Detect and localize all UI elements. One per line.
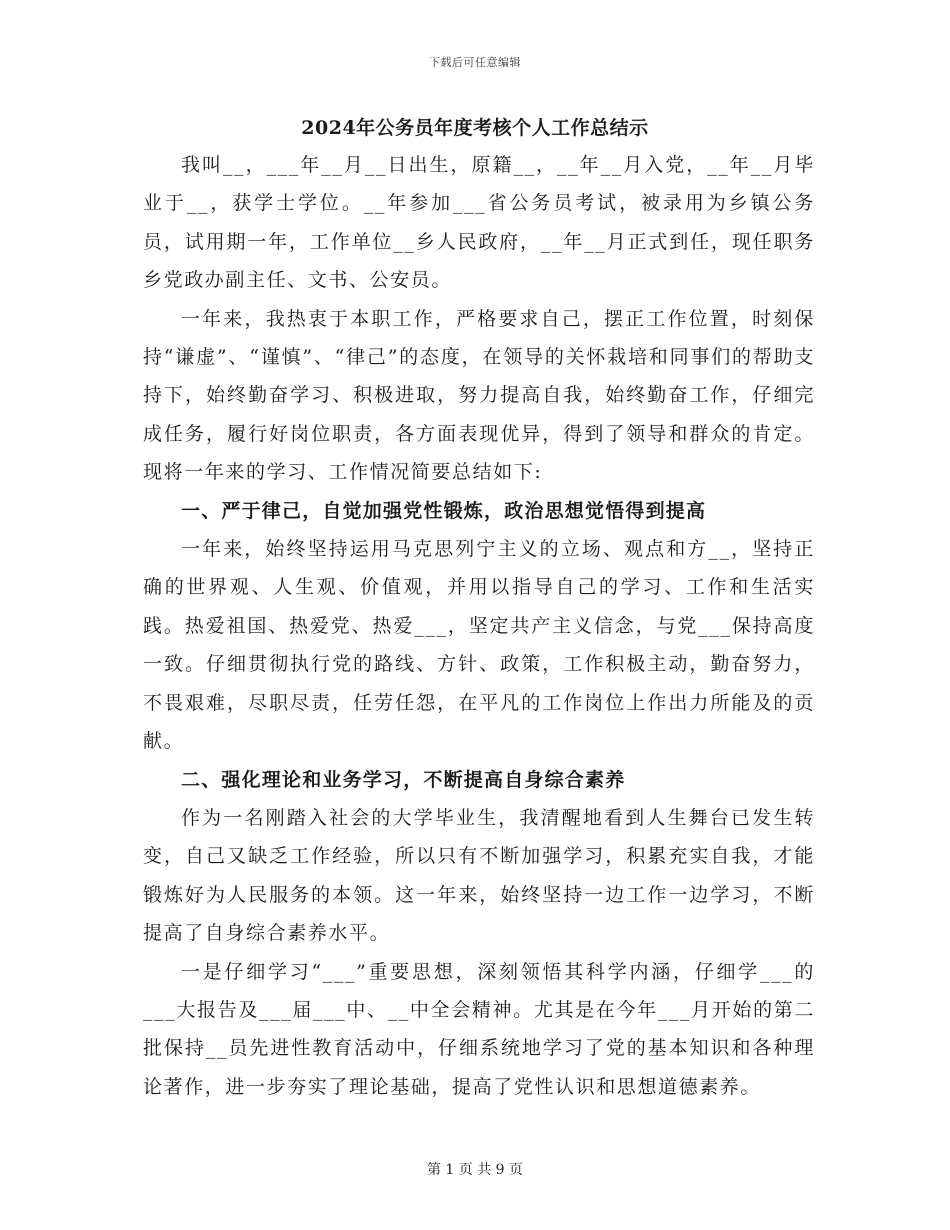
section-heading-1: 一、严于律己，自觉加强党性锻炼，政治思想觉悟得到提高 — [181, 499, 707, 522]
paragraph-section-2: 作为一名刚踏入社会的大学毕业生，我清醒地看到人生舞台已发生转变，自己又缺乏工作经验，所以只有不断加强学习，积累充实自我，才能锻炼好为人民服务的本领。这一年来，始终坚持一边工作一边学习，不断提高了自身综合素养水平。 — [143, 806, 815, 945]
paragraph-overview: 一年来，我热衷于本职工作，严格要求自己，摆正工作位置，时刻保持“谦虚”、“谨慎”、“律己”的态度，在领导的关怀栽培和同事们的帮助支持下，始终勤奋学习、积极进取，努力提高自我，始终勤奋工作，仔细完成任务，履行好岗位职责，各方面表现优异，得到了领导和群众的肯定。现将一年来的学习、工作情况简要总结如下: — [143, 307, 815, 484]
paragraph-intro: 我叫__，___年__月__日出生，原籍__，__年__月入党，__年__月毕业于__，获学士学位。__年参加___省公务员考试，被录用为乡镇公务员，试用期一年，工作单位__乡人民政府，__年__月正式到任，现任职务乡党政办副主任、文书、公安员。 — [143, 154, 815, 292]
document-title: 2024年公务员年度考核个人工作总结示 — [301, 117, 649, 139]
section-heading-2: 二、强化理论和业务学习，不断提高自身综合素养 — [181, 768, 626, 791]
document-body — [143, 146, 815, 1106]
page-number-footer: 第 1 页 共 9 页 — [426, 1162, 524, 1178]
header-note: 下载后可任意编辑 — [429, 56, 521, 69]
paragraph-section-2-item-1: 一是仔细学习“___”重要思想，深刻领悟其科学内涵，仔细学___的___大报告及___届___中、__中全会精神。尤其是在今年___月开始的第二批保持__员先进性教育活动中，仔细系统地学习了党的基本知识和各种理论著作，进一步夯实了理论基础，提高了党性认识和思想道德素养。 — [143, 960, 815, 1098]
paragraph-section-1: 一年来，始终坚持运用马克思列宁主义的立场、观点和方__，坚持正确的世界观、人生观、价值观，并用以指导自己的学习、工作和生活实践。热爱祖国、热爱党、热爱___，坚定共产主义信念，与党___保持高度一致。仔细贯彻执行党的路线、方针、政策，工作积极主动，勤奋努力，不畏艰难，尽职尽责，任劳任怨，在平凡的工作岗位上作出力所能及的贡献。 — [143, 538, 815, 753]
